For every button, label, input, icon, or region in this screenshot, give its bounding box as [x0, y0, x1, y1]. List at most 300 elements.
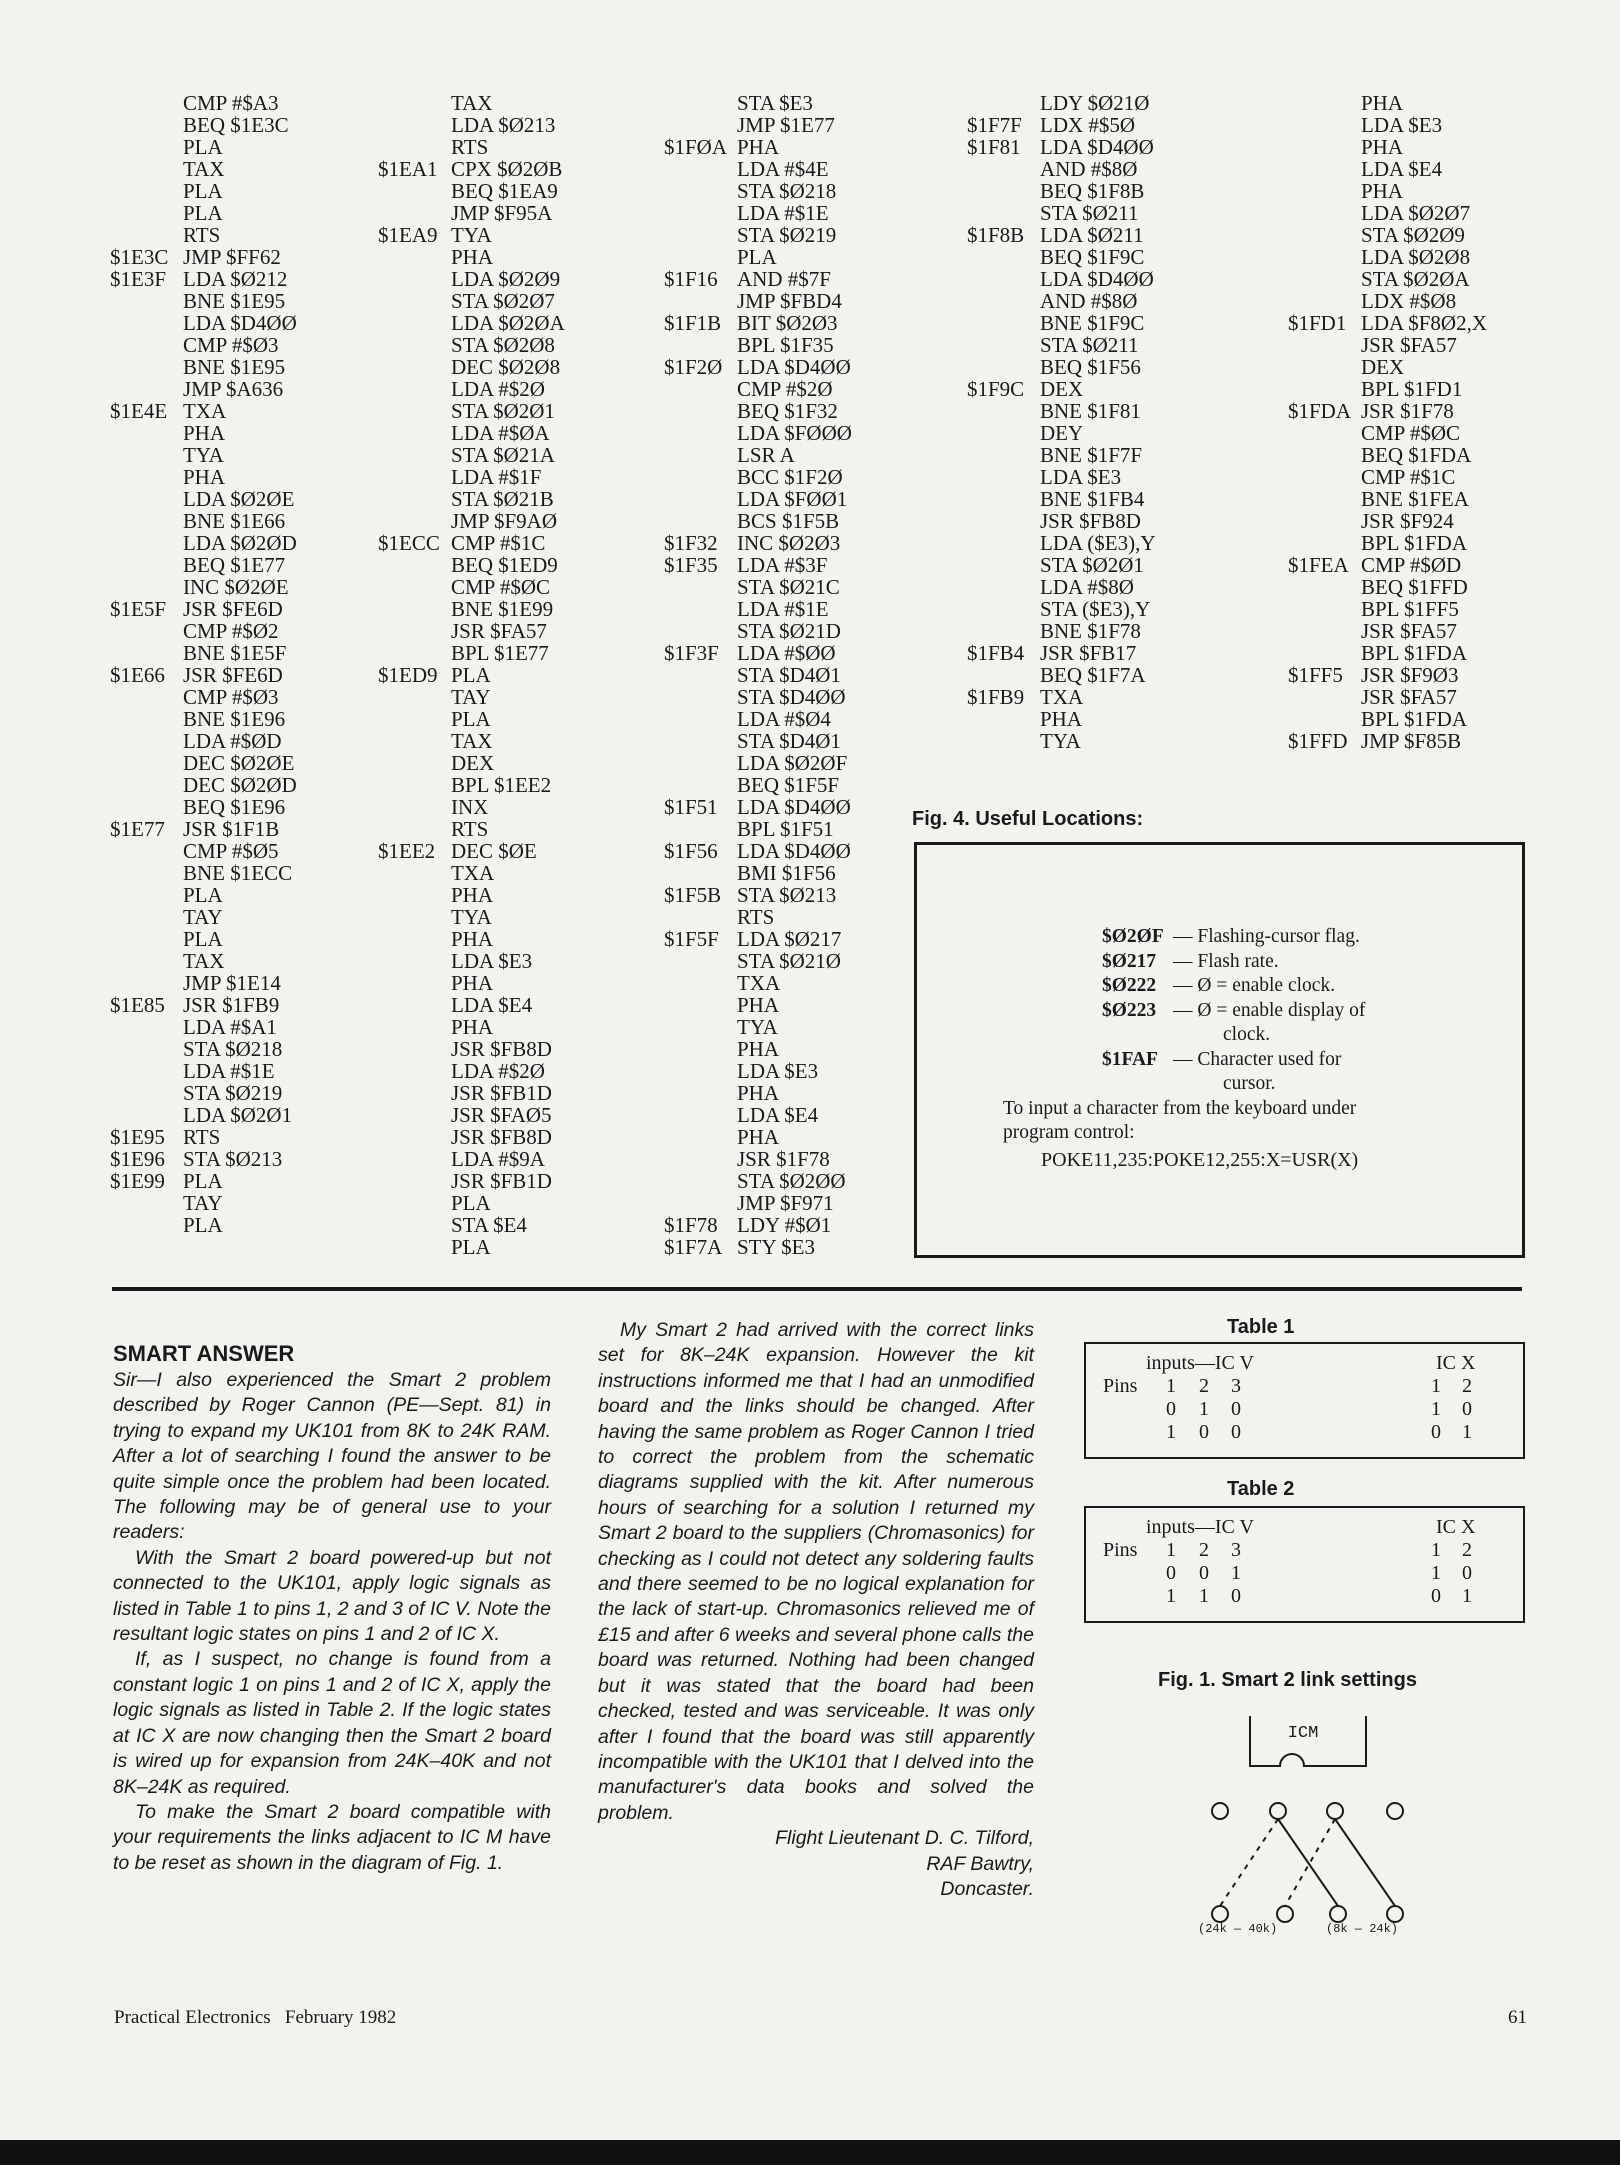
- instruction: CPX $Ø2ØB: [451, 157, 563, 181]
- instruction: LDA $Ø212: [183, 267, 288, 291]
- instruction: INC $Ø2ØE: [183, 575, 289, 599]
- logic-value: 0: [1431, 1585, 1441, 1607]
- instruction: LDY $Ø21Ø: [1040, 91, 1150, 115]
- instruction: LDA #$ØØ: [737, 641, 836, 665]
- instruction: PLA: [183, 1169, 223, 1193]
- instruction: BNE $1F78: [1040, 619, 1141, 643]
- pins-label: Pins: [1103, 1539, 1138, 1561]
- instruction: CMP #$Ø2: [183, 619, 279, 643]
- instruction: JSR $FA57: [451, 619, 547, 643]
- logic-value: 1: [1462, 1585, 1472, 1607]
- logic-value: 1: [1462, 1421, 1472, 1443]
- instruction: LDA $D4ØØ: [737, 795, 851, 819]
- instruction: INC $Ø2Ø3: [737, 531, 841, 555]
- logic-value: 0: [1166, 1398, 1176, 1420]
- location-description: — Ø = enable display of: [1173, 999, 1366, 1021]
- location-description: — Flashing-cursor flag.: [1173, 926, 1360, 947]
- instruction: DEX: [451, 751, 495, 775]
- instruction: BNE $1F7F: [1040, 443, 1143, 467]
- section-divider: [112, 1287, 1522, 1291]
- address-label: $1F7A: [664, 1235, 723, 1259]
- instruction: BEQ $1EA9: [451, 179, 558, 203]
- inputs-header: inputs—IC V: [1146, 1352, 1254, 1374]
- instruction: PLA: [451, 663, 491, 687]
- instruction: PHA: [451, 927, 494, 951]
- pin-number: 1: [1166, 1375, 1176, 1397]
- address-label: $1E85: [110, 993, 165, 1017]
- address-label: $1ECC: [378, 531, 440, 555]
- instruction: JMP $1E14: [183, 971, 281, 995]
- instruction: PHA: [737, 1081, 780, 1105]
- instruction: LDA $Ø217: [737, 927, 842, 951]
- address-label: $1E66: [110, 663, 165, 687]
- instruction: BEQ $1FDA: [1361, 443, 1472, 467]
- instruction: BNE $1ECC: [183, 861, 293, 885]
- instruction: CMP #$1C: [1361, 465, 1456, 489]
- location-address: $Ø222: [1102, 975, 1157, 996]
- address-label: $1E95: [110, 1125, 165, 1149]
- location-description: cursor.: [1223, 1073, 1276, 1094]
- letter-paragraph: To make the Smart 2 board compatible with your requirements the links adjacent to IC M have to be reset as shown in the diagram of Fig. 1.: [113, 1800, 551, 1874]
- instruction: STA $Ø2Ø9: [1361, 223, 1465, 247]
- pin-number: 1: [1166, 1539, 1176, 1561]
- instruction: LDA #$ØD: [183, 729, 282, 753]
- instruction: CMP #$A3: [183, 91, 279, 115]
- instruction: PHA: [451, 971, 494, 995]
- address-label: $1FFD: [1288, 729, 1348, 753]
- instruction: LDA #$8Ø: [1040, 575, 1134, 599]
- instruction: JMP $F971: [737, 1191, 834, 1215]
- instruction: PLA: [737, 245, 777, 269]
- instruction: BEQ $1E3C: [183, 113, 289, 137]
- instruction: TYA: [183, 443, 224, 467]
- instruction: DEY: [1040, 421, 1084, 445]
- instruction: BPL $1FF5: [1361, 597, 1459, 621]
- instruction: BNE $1E5F: [183, 641, 287, 665]
- instruction: STA $Ø2ØØ: [737, 1169, 846, 1193]
- instruction: STA $Ø2Ø1: [1040, 553, 1144, 577]
- instruction: TYA: [451, 905, 492, 929]
- instruction: PLA: [451, 707, 491, 731]
- instruction: JMP $FF62: [183, 245, 281, 269]
- instruction: JMP $FBD4: [737, 289, 842, 313]
- instruction: PLA: [451, 1235, 491, 1259]
- address-label: $1F78: [664, 1213, 718, 1237]
- instruction: BPL $1F51: [737, 817, 834, 841]
- address-label: $1E4E: [110, 399, 168, 423]
- address-label: $1F81: [967, 135, 1021, 159]
- instruction: PHA: [737, 135, 780, 159]
- instruction: JSR $1F1B: [183, 817, 280, 841]
- instruction: PHA: [737, 1125, 780, 1149]
- instruction: LDA #$1E: [183, 1059, 275, 1083]
- logic-value: 0: [1431, 1421, 1441, 1443]
- instruction: JSR $1F78: [1361, 399, 1454, 423]
- instruction: PHA: [183, 465, 226, 489]
- instruction: TYA: [451, 223, 492, 247]
- logic-value: 1: [1199, 1585, 1209, 1607]
- instruction: CMP #$Ø3: [183, 333, 279, 357]
- logic-value: 1: [1231, 1562, 1241, 1584]
- instruction: JMP $1E77: [737, 113, 835, 137]
- instruction: LDA $Ø2ØE: [183, 487, 295, 511]
- pin-number: 3: [1231, 1375, 1241, 1397]
- instruction: JMP $F95A: [451, 201, 553, 225]
- instruction: LDA $D4ØØ: [737, 355, 851, 379]
- table-header-row: [1086, 1516, 1523, 1539]
- instruction: PHA: [1361, 135, 1404, 159]
- instruction: BNE $1E95: [183, 289, 286, 313]
- pins-label: Pins: [1103, 1375, 1138, 1397]
- instruction: BNE $1E96: [183, 707, 286, 731]
- instruction: STA $Ø21C: [737, 575, 840, 599]
- instruction: BPL $1F35: [737, 333, 834, 357]
- instruction: LDA $Ø2Ø9: [451, 267, 561, 291]
- table1-body: [1086, 1352, 1523, 1444]
- instruction: PHA: [1361, 179, 1404, 203]
- instruction: LDA $E4: [737, 1103, 819, 1127]
- letter-paragraph: With the Smart 2 board powered-up but not connected to the UK101, apply logic signals as listed in Table 1 to pins 1, 2 and 3 of IC V. Note the resultant logic states on pins 1 and 2 of IC X.: [113, 1546, 551, 1646]
- location-row: [917, 925, 1522, 950]
- instruction: JSR $FB8D: [451, 1037, 552, 1061]
- address-label: $1ED9: [378, 663, 438, 687]
- instruction: STA $Ø219: [737, 223, 837, 247]
- instruction: PHA: [183, 421, 226, 445]
- address-label: $1F5B: [664, 883, 722, 907]
- instruction: TXA: [737, 971, 781, 995]
- instruction: STA $Ø218: [737, 179, 837, 203]
- pin-number: 1: [1431, 1375, 1441, 1397]
- instruction: LDA $FØØØ: [737, 421, 852, 445]
- address-label: $1FDA: [1288, 399, 1352, 423]
- instruction: LDA #$2Ø: [451, 1059, 545, 1083]
- fig4-note-line1: To input a character from the keyboard under: [1003, 1098, 1357, 1119]
- location-row: [917, 1048, 1522, 1073]
- location-address: $Ø217: [1102, 950, 1157, 972]
- instruction: INX: [451, 795, 489, 819]
- instruction: STA $Ø211: [1040, 201, 1139, 225]
- instruction: LDA $E4: [1361, 157, 1443, 181]
- instruction: STA $Ø2Ø7: [451, 289, 555, 313]
- logic-value: 0: [1166, 1562, 1176, 1584]
- instruction: BEQ $1F7A: [1040, 663, 1146, 687]
- footer-publication: Practical Electronics February 1982: [114, 2007, 397, 2028]
- address-label: $1EA9: [378, 223, 438, 247]
- instruction: STA $Ø21D: [737, 619, 841, 643]
- instruction: BEQ $1F9C: [1040, 245, 1145, 269]
- address-label: $1F7F: [967, 113, 1022, 137]
- address-label: $1F32: [664, 531, 718, 555]
- instruction: BCC $1F2Ø: [737, 465, 843, 489]
- signature-town: Doncaster.: [940, 1877, 1034, 1900]
- table1-box: [1084, 1342, 1525, 1459]
- instruction: LDA $E3: [451, 949, 533, 973]
- pin-number: 2: [1462, 1375, 1472, 1397]
- instruction: BNE $1E66: [183, 509, 286, 533]
- instruction: STA $Ø219: [183, 1081, 283, 1105]
- instruction: LDA $D4ØØ: [1040, 267, 1154, 291]
- address-label: $1E3C: [110, 245, 169, 269]
- instruction: LDA $Ø2ØA: [451, 311, 565, 335]
- address-label: $1FF5: [1288, 663, 1343, 687]
- instruction: BEQ $1F5F: [737, 773, 840, 797]
- instruction: JMP $A636: [183, 377, 284, 401]
- address-label: $1E5F: [110, 597, 167, 621]
- instruction: STA $Ø2Ø1: [451, 399, 555, 423]
- instruction: STA $D4ØØ: [737, 685, 846, 709]
- pin-number: 1: [1431, 1539, 1441, 1561]
- instruction: STA $Ø2Ø8: [451, 333, 555, 357]
- address-label: $1F16: [664, 267, 718, 291]
- location-row: [917, 974, 1522, 999]
- instruction: JSR $FA57: [1361, 685, 1457, 709]
- instruction: LDA $Ø2ØD: [183, 531, 297, 555]
- instruction: PHA: [737, 1037, 780, 1061]
- instruction: DEC $Ø2ØE: [183, 751, 295, 775]
- location-row: [917, 1072, 1522, 1097]
- table2-title: Table 2: [1227, 1478, 1295, 1500]
- instruction: JSR $FE6D: [183, 597, 283, 621]
- instruction: TAX: [451, 729, 493, 753]
- instruction: PHA: [451, 245, 494, 269]
- instruction: AND #$7F: [737, 267, 831, 291]
- pin-number: 2: [1199, 1375, 1209, 1397]
- instruction: PHA: [1040, 707, 1083, 731]
- location-address: $1FAF: [1102, 1048, 1158, 1070]
- table-row: [1086, 1421, 1523, 1444]
- instruction: DEC $Ø2ØD: [183, 773, 297, 797]
- fig4-box: [914, 842, 1525, 1258]
- location-description: — Character used for: [1173, 1048, 1342, 1070]
- instruction: STA $E4: [451, 1213, 527, 1237]
- instruction: RTS: [183, 223, 221, 247]
- instruction: BNE $1FEA: [1361, 487, 1469, 511]
- instruction: LDA $E3: [1040, 465, 1122, 489]
- location-description: clock.: [1223, 1024, 1271, 1045]
- instruction: BMI $1F56: [737, 861, 836, 885]
- address-label: $1F1B: [664, 311, 722, 335]
- location-row: [917, 950, 1522, 975]
- instruction: JSR $F9Ø3: [1361, 663, 1459, 687]
- instruction: PHA: [737, 993, 780, 1017]
- table1-title: Table 1: [1227, 1316, 1295, 1338]
- instruction: LDA $Ø211: [1040, 223, 1144, 247]
- instruction: LDA $E3: [1361, 113, 1443, 137]
- table-row: [1086, 1562, 1523, 1585]
- logic-value: 0: [1199, 1421, 1209, 1443]
- page-number: 61: [1508, 2007, 1527, 2028]
- address-label: $1F9C: [967, 377, 1025, 401]
- table-header-row: [1086, 1352, 1523, 1375]
- instruction: LDA $Ø2Ø1: [183, 1103, 293, 1127]
- logic-value: 0: [1462, 1398, 1472, 1420]
- instruction: PLA: [183, 201, 223, 225]
- letter-column-1: [113, 1340, 551, 1876]
- address-label: $1EE2: [378, 839, 436, 863]
- scan-edge: [0, 2140, 1620, 2165]
- address-label: $1E3F: [110, 267, 167, 291]
- instruction: LDA $D4ØØ: [183, 311, 297, 335]
- fig1-range-label-2: (8k — 24k): [1326, 1922, 1399, 1936]
- fig1-title: Fig. 1. Smart 2 link settings: [1158, 1669, 1417, 1691]
- address-label: $1FB9: [967, 685, 1025, 709]
- letter-heading: SMART ANSWER: [113, 1341, 295, 1366]
- logic-value: 1: [1431, 1562, 1441, 1584]
- instruction: CMP #$ØD: [1361, 553, 1462, 577]
- instruction: LDA $Ø2Ø8: [1361, 245, 1471, 269]
- instruction: LDA $FØØ1: [737, 487, 848, 511]
- instruction: BPL $1FDA: [1361, 531, 1467, 555]
- location-address: $Ø2ØF: [1102, 926, 1164, 947]
- instruction: TYA: [737, 1015, 778, 1039]
- instruction: JMP $F9AØ: [451, 509, 558, 533]
- instruction: STA $E3: [737, 91, 813, 115]
- address-label: $1F8B: [967, 223, 1025, 247]
- instruction: BNE $1E99: [451, 597, 554, 621]
- instruction: JMP $F85B: [1361, 729, 1462, 753]
- instruction: BCS $1F5B: [737, 509, 840, 533]
- instruction: PHA: [451, 1015, 494, 1039]
- address-label: $1F2Ø: [664, 355, 723, 379]
- logic-value: 1: [1166, 1421, 1176, 1443]
- logic-value: 0: [1231, 1398, 1241, 1420]
- instruction: BEQ $1F56: [1040, 355, 1141, 379]
- instruction: BPL $1E77: [451, 641, 549, 665]
- instruction: STA $D4Ø1: [737, 663, 841, 687]
- logic-value: 0: [1231, 1421, 1241, 1443]
- instruction: LDA #$A1: [183, 1015, 277, 1039]
- address-label: $1F51: [664, 795, 718, 819]
- pin-number: 2: [1462, 1539, 1472, 1561]
- location-address: $Ø223: [1102, 999, 1157, 1021]
- address-label: $1FØA: [664, 135, 728, 159]
- instruction: DEC $ØE: [451, 839, 537, 863]
- instruction: TAX: [183, 949, 225, 973]
- instruction: TAY: [183, 905, 223, 929]
- instruction: STA $Ø211: [1040, 333, 1139, 357]
- pin-number: 3: [1231, 1539, 1241, 1561]
- address-label: $1E99: [110, 1169, 165, 1193]
- instruction: TAY: [183, 1191, 223, 1215]
- signature-name: Flight Lieutenant D. C. Tilford,: [775, 1827, 1034, 1850]
- logic-value: 0: [1231, 1585, 1241, 1607]
- instruction: AND #$8Ø: [1040, 289, 1138, 313]
- instruction: JSR $FE6D: [183, 663, 283, 687]
- pin-number: 2: [1199, 1539, 1209, 1561]
- instruction: LDA #$Ø4: [737, 707, 831, 731]
- instruction: JSR $1FB9: [183, 993, 280, 1017]
- instruction: TXA: [183, 399, 227, 423]
- letter-column-2: [598, 1318, 1034, 1902]
- location-row: [917, 999, 1522, 1024]
- instruction: STA $Ø213: [737, 883, 837, 907]
- address-label: $1FEA: [1288, 553, 1349, 577]
- instruction: LDA $F8Ø2,X: [1361, 311, 1488, 335]
- instruction: TAX: [183, 157, 225, 181]
- instruction: BNE $1FB4: [1040, 487, 1145, 511]
- instruction: PLA: [183, 135, 223, 159]
- fig4-locations: [917, 925, 1522, 1097]
- instruction: CMP #$ØC: [451, 575, 551, 599]
- fig1-ic-label: ICM: [1287, 1724, 1319, 1743]
- instruction: RTS: [183, 1125, 221, 1149]
- instruction: BNE $1F9C: [1040, 311, 1145, 335]
- instruction: LDX #$Ø8: [1361, 289, 1457, 313]
- table2-body: [1086, 1516, 1523, 1608]
- instruction: JSR $FAØ5: [451, 1103, 552, 1127]
- fig4-note-line2: program control:: [1003, 1122, 1135, 1143]
- instruction: STA $D4Ø1: [737, 729, 841, 753]
- letter-paragraph: My Smart 2 had arrived with the correct links set for 8K–24K expansion. However the kit instructions informed me that I had an unmodified board and the links should be changed. After having the same problem as Roger Cannon I tried to correct the problem from the schematic diagrams supplied with the kit. After numerous hours of searching for a solution I returned my Smart 2 board to the suppliers (Chromasonics) for checking as I could not detect any soldering faults and there seemed to be no logical explanation for the lack of start-up. Chromasonics relieved me of £15 and after 6 weeks and several phone calls the board was returned. Nothing had been changed but it was stated that the board had been checked, tested and was serviceable. It was only after I found that the board was still apparently incompatible with the UK101 that I delved into the manufacturer's data books and solved the problem.: [598, 1319, 1034, 1824]
- instruction: STA $Ø213: [183, 1147, 283, 1171]
- instruction: BEQ $1E96: [183, 795, 286, 819]
- table2-box: [1084, 1506, 1525, 1623]
- instruction: LDA #$2Ø: [451, 377, 545, 401]
- instruction: LDA $E3: [737, 1059, 819, 1083]
- instruction: BEQ $1ED9: [451, 553, 558, 577]
- output-header: IC X: [1436, 1352, 1476, 1374]
- instruction: LDA #$1E: [737, 201, 829, 225]
- instruction: LDA #$4E: [737, 157, 829, 181]
- instruction: AND #$8Ø: [1040, 157, 1138, 181]
- instruction: LDA #$9A: [451, 1147, 545, 1171]
- instruction: STA $Ø21A: [451, 443, 555, 467]
- logic-value: 1: [1166, 1585, 1176, 1607]
- instruction: TYA: [1040, 729, 1081, 753]
- logic-value: 1: [1199, 1398, 1209, 1420]
- location-description: — Flash rate.: [1173, 950, 1279, 972]
- instruction: STA $Ø218: [183, 1037, 283, 1061]
- address-label: $1FD1: [1288, 311, 1347, 335]
- logic-value: 0: [1462, 1562, 1472, 1584]
- instruction: JSR $FB17: [1040, 641, 1137, 665]
- instruction: PLA: [183, 883, 223, 907]
- instruction: BEQ $1F32: [737, 399, 838, 423]
- address-label: $1F56: [664, 839, 718, 863]
- instruction: JSR $1F78: [737, 1147, 830, 1171]
- address-label: $1F35: [664, 553, 718, 577]
- location-description: — Ø = enable clock.: [1173, 975, 1336, 996]
- signature-place: RAF Bawtry,: [926, 1852, 1034, 1875]
- instruction: TAY: [451, 685, 491, 709]
- instruction: TAX: [451, 91, 493, 115]
- logic-value: 1: [1431, 1398, 1441, 1420]
- instruction: LDA $D4ØØ: [737, 839, 851, 863]
- instruction: LSR A: [737, 443, 795, 467]
- instruction: PLA: [183, 1213, 223, 1237]
- instruction: BNE $1F81: [1040, 399, 1141, 423]
- location-row: [917, 1023, 1522, 1048]
- instruction: CMP #$ØC: [1361, 421, 1461, 445]
- instruction: LDA #$ØA: [451, 421, 550, 445]
- letter-paragraph: If, as I suspect, no change is found from a constant logic 1 on pins 1 and 2 of IC X, apply the logic signals as listed in Table 2. If the logic states at IC X are now changing then the Smart 2 board is wired up for expansion from 24K–40K and not 8K–24K as required.: [113, 1648, 551, 1798]
- output-header: IC X: [1436, 1516, 1476, 1538]
- instruction: PHA: [451, 883, 494, 907]
- instruction: TXA: [1040, 685, 1084, 709]
- instruction: LDX #$5Ø: [1040, 113, 1136, 137]
- instruction: STA ($E3),Y: [1040, 597, 1151, 621]
- instruction: RTS: [737, 905, 775, 929]
- instruction: LDA $Ø2Ø7: [1361, 201, 1471, 225]
- table-row: [1086, 1398, 1523, 1421]
- instruction: LDA #$1E: [737, 597, 829, 621]
- address-label: $1FB4: [967, 641, 1025, 665]
- instruction: PLA: [451, 1191, 491, 1215]
- instruction: PLA: [183, 927, 223, 951]
- instruction: LDA ($E3),Y: [1040, 531, 1156, 555]
- instruction: JSR $FB8D: [451, 1125, 552, 1149]
- instruction: BPL $1FD1: [1361, 377, 1463, 401]
